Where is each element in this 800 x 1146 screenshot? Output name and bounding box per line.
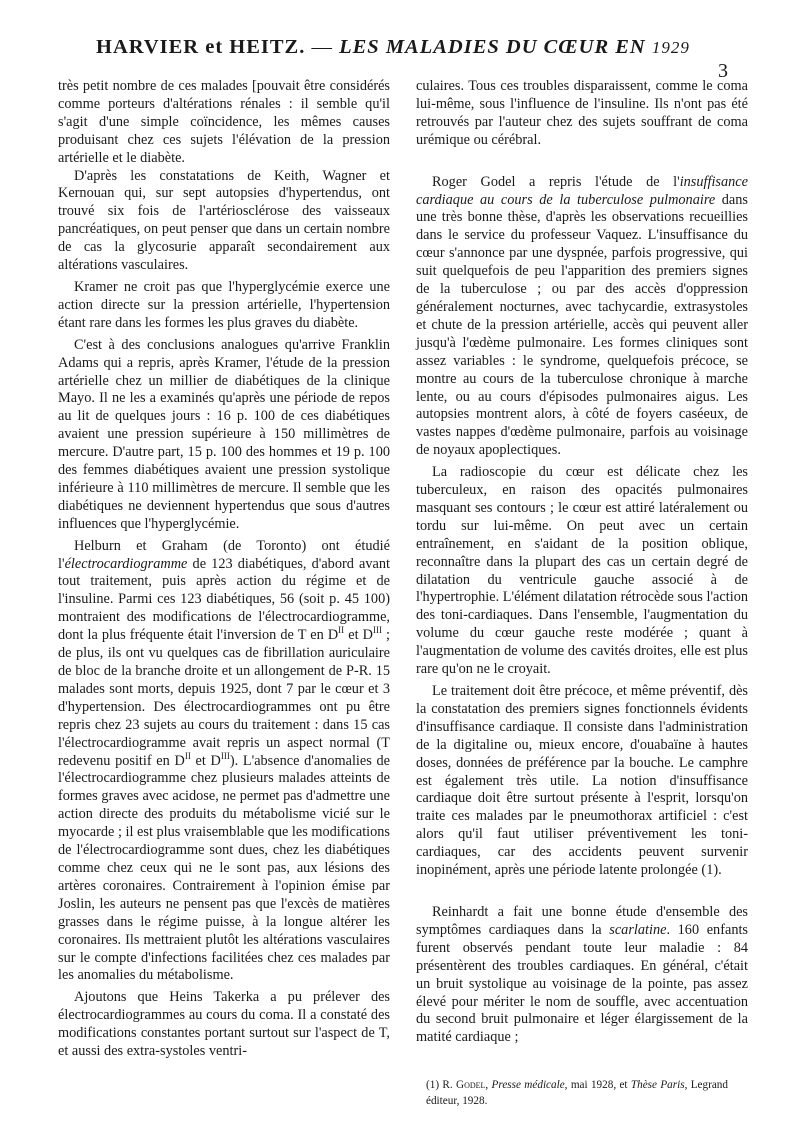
right-paragraph-4: Le traitement doit être précoce, et même préventif, dès la constatation des premiers signes fonctionnels évidents d'insuffisance cardiaque. Il consiste dans l'administration de la digitaline ou, mieux encore, d'ouabaïne à hautes doses, données de préférence par la bouche. Le camphre est également très utile. La notion d'insuffisance cardiaque doit être surtout présente à l'esprit, lorsqu'on traite ces malades par le pneumothorax artificiel : c'est alors qu'il faut utiliser préventivement les toni-cardiaques, car des accidents peuvent survenir inopinément, après une période latente prolongée (1). <box>416 683 748 879</box>
footnote-marker: (1) <box>426 1079 440 1092</box>
footnote-author: R. Godel, <box>442 1079 489 1092</box>
italic-term: électrocardiogramme <box>64 555 188 572</box>
left-paragraph-1: très petit nombre de ces malades [pouvait être considérés comme porteurs d'altérations rénales : il semble qu'il s'agit d'une simple coïncidence, les mêmes causes produisant chez ces sujets l'élévation de la pression artérielle et le diabète. <box>58 78 390 166</box>
header-title <box>96 36 690 59</box>
superscript: II <box>184 750 191 761</box>
superscript: III <box>372 625 382 636</box>
running-header <box>0 36 800 82</box>
footnote-publisher: , Legrand éditeur, 1928. <box>426 1079 728 1108</box>
right-column <box>416 78 748 1109</box>
text-run: Helburn et Graham (de Toronto) ont étudié l' <box>58 537 390 572</box>
header-year: 1929 <box>651 38 690 57</box>
header-authors: HARVIER et HEITZ. <box>96 36 306 58</box>
header-dash: — <box>311 36 333 58</box>
left-paragraph-3: Kramer ne croit pas que l'hyperglycémie exerce une action directe sur la pression artérielle, l'hypertension étant rare dans les formes les plus graves du diabète. <box>58 278 390 331</box>
left-paragraph-5 <box>58 538 390 986</box>
italic-term: scarlatine <box>609 921 667 938</box>
superscript: II <box>338 625 345 636</box>
left-column <box>58 78 390 1061</box>
text-run: et D <box>344 627 373 644</box>
right-paragraph-5 <box>416 904 748 1047</box>
text-run: Reinhardt a fait une bonne étude d'ensemble des symptômes cardiaques dans la <box>416 903 748 938</box>
footnote-journal: Presse médicale, <box>491 1079 568 1092</box>
superscript: III <box>220 750 230 761</box>
header-work-title: LES MALADIES DU CŒUR EN <box>339 36 646 58</box>
footnote <box>416 1077 748 1109</box>
text-run: de 123 diabétiques, d'abord avant tout traitement, puis après action du régime et de l'insuline. Parmi ces 123 diabétiques, 56 (soit p. 45 100) montraient des modifications de l'électrocardiogramme, dont la plus fréquente était l'inversion de T en D <box>58 555 390 644</box>
left-paragraph-2: D'après les constatations de Keith, Wagner et Kernouan qui, sur sept autopsies d'hypertendus, ont trouvé six fois de l'artériosclérose des vaisseaux pancréatiques, on peut penser que dans un certain nombre de cas la glycosurie apparaît secondairement aux altérations vasculaires. <box>58 167 390 274</box>
text-run: ). L'absence d'anomalies de l'électrocardiogramme chez plusieurs malades atteints de formes graves avec acidose, ne permet pas d'admettre une action directe des produits du métabolisme vicié sur le myocarde ; il est plus vraisemblable que les modifications de l'électrocardiogramme sont dues, chez les diabétiques comme chez ceux qui ne le sont pas, aux lésions des artères coronaires. Contrairement à l'opinion émise par Joslin, les auteurs ne pensent pas que l'excès de matières grasses dans le régime puisse, à la longue altérer les coronaires. Ils mettraient plutôt les altérations vasculaires sur le compte d'infections facilitées chez ces malades par les anomalies du métabolisme. <box>58 752 390 984</box>
text-run: dans une très bonne thèse, d'après les observations recueillies dans le service du professeur Vaquez. L'insuffisance du cœur s'annonce par une dyspnée, parfois progressive, qui suit quelquefois de peu l'apparition des premiers signes de la tuberculose ; ou par des accès d'oppression généralement nocturnes, avec tachycardie, extrasystoles et chute de la pression artérielle, accès qui peuvent aller jusqu'à l'œdème pulmonaire. Les formes cliniques sont assez variables : le syndrome, quelquefois précoce, se montre au cours de la tuberculose chronique à marche lente, ou au cours d'épisodes pulmonaires aigus. Les autopsies montrent alors, à côté de foyers caséeux, de vastes nappes d'œdème pulmonaire, parfois au voisinage de noyaux apoplectiques. <box>416 191 748 459</box>
text-run: . 160 enfants furent observés pendant toute leur maladie : 84 présentèrent des troubles cardiaques. En général, c'était un bruit systolique au voisinage de la pointe, pas assez élevé pour mériter le nom de souffle, avec accentuation du second bruit pulmonaire et léger élargissement de la matité cardiaque ; <box>416 921 748 1046</box>
text-run: et D <box>190 752 221 769</box>
left-paragraph-4: C'est à des conclusions analogues qu'arrive Franklin Adams qui a repris, après Kramer, l'étude de la pression artérielle chez un millier de diabétiques de la clinique Mayo. Il ne les a examinés qu'après une période de repos au lit de quelques jours : 16 p. 100 de ces diabétiques avaient une pression supérieure à 150 millimètres de mercure. D'autre part, 15 p. 100 des hommes et 19 p. 100 des femmes diabétiques avaient une pression systolique inférieure à 110 millimètres de mercure. Il semble que les diabétiques ne deviennent hypertendus que sous d'autres influences que l'hyperglycémie. <box>58 336 390 532</box>
right-paragraph-1: culaires. Tous ces troubles disparaissent, comme le coma lui-même, sous l'influence de l'insuline. Ils n'ont pas été retrouvés par l'auteur chez des sujets souffrant de coma urémique ou cérébral. <box>416 78 748 148</box>
italic-term: insuffisance cardiaque au cours de la tuberculose pulmonaire <box>416 173 748 208</box>
left-paragraph-6: Ajoutons que Heins Takerka a pu prélever des électrocardiogrammes au cours du coma. Il a constaté des modifications constantes portant surtout sur l'aspect de T, et aussi des extra-systoles ventri- <box>58 989 390 1060</box>
right-paragraph-2 <box>416 174 748 461</box>
footnote-date: mai 1928, et <box>567 1079 631 1092</box>
footnote-text <box>426 1077 728 1109</box>
text-run: ; de plus, ils ont vu quelques cas de fibrillation auriculaire de bloc de la branche droite et un allongement de P-R. 15 malades sont morts, depuis 1925, dont 7 par le cœur et 3 d'hypertension. Des électrocardiogrammes ont pu être repris chez 23 sujets au cours du traitement : dans 15 cas l'électrocardiogramme avait repris un aspect normal (T redevenu positif en D <box>58 627 391 769</box>
text-run: Roger Godel a repris l'étude de l' <box>432 173 680 190</box>
page-number: 3 <box>718 60 728 82</box>
right-paragraph-3: La radioscopie du cœur est délicate chez les tuberculeux, en raison des opacités pulmonaires masquant ses contours ; le cœur est attiré latéralement ou tordu sur lui-même. On peut avec un certain entraînement, en s'aidant de la position oblique, reconnaître dans la plupart des cas un certain degré de dilatation du ventricule gauche associé à de l'hypertrophie. L'élément dilatation rétrocède sous l'action des toni-cardiaques. Dans l'ensemble, l'augmentation du volume du cœur gauche reste modérée ; quant à l'augmentation de volume des cavités droites, elle est plus rare qu'on ne le croyait. <box>416 464 748 678</box>
footnote-thesis: Thèse Paris <box>630 1079 685 1092</box>
